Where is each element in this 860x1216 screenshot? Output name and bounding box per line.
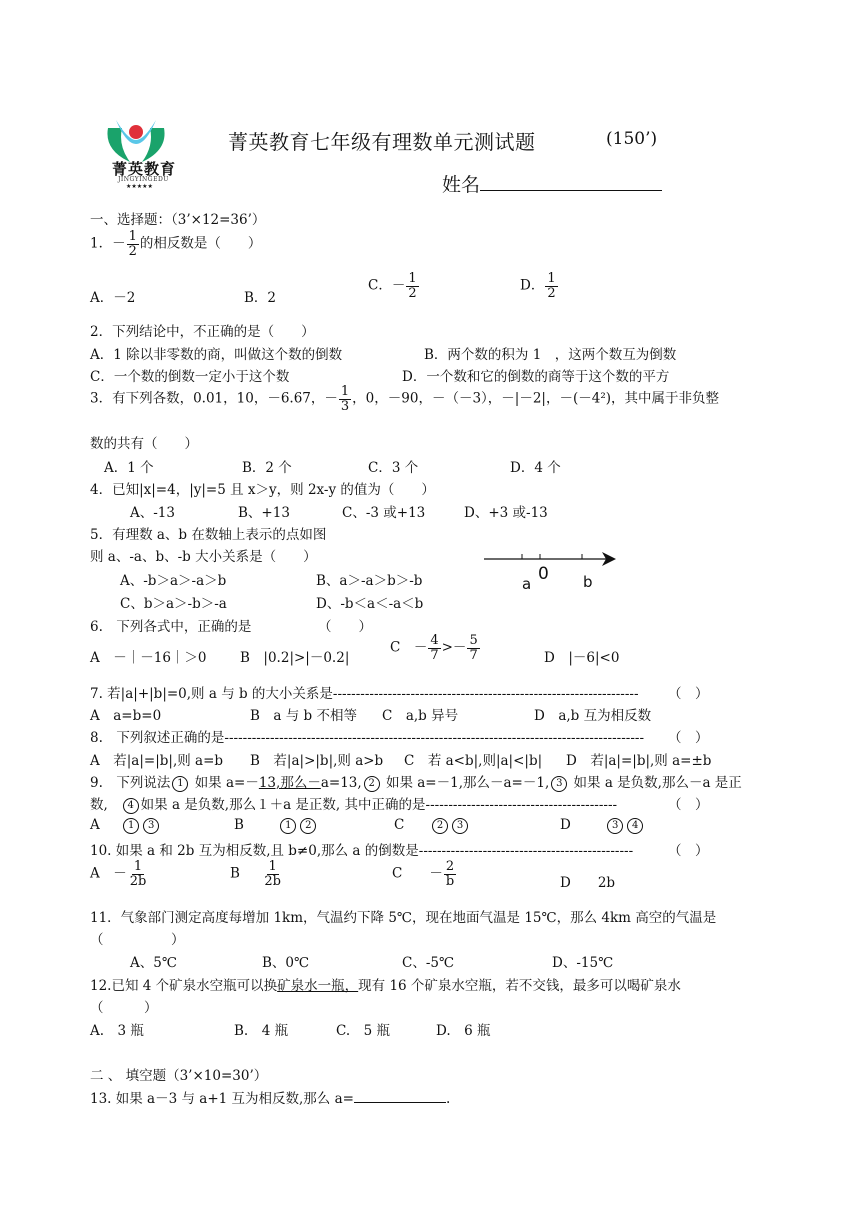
number-line-arrow-icon (482, 548, 622, 568)
q12-stem: 12.已知 4 个矿泉水空瓶可以换矿泉水一瓶，现有 16 个矿泉水空瓶，若不交钱，最多可以喝矿泉水 (90, 978, 681, 994)
q10-option-a[interactable]: A － $\frac{1}{2b}$ (90, 859, 147, 889)
q1-fraction: $\frac{1}{2}$ (128, 229, 137, 259)
q2-option-b[interactable]: B．两个数的积为 1 ，这两个数互为倒数 (424, 347, 677, 363)
number-line-label-0: 0 (538, 564, 549, 584)
q12-option-c[interactable]: C. 5 瓶 (336, 1023, 391, 1039)
q10-stem: 10. 如果 a 和 2b 互为相反数,且 b≠0,那么 a 的倒数是----------------------------------------------- (90, 843, 634, 859)
q6-option-c[interactable]: C － $\frac{4}{7}$ >－ $\frac{5}{7}$ (390, 633, 478, 663)
q5-stem-1: 5．有理数 a、b 在数轴上表示的点如图 (90, 527, 327, 543)
total-score: (150’) (606, 129, 658, 149)
q10-option-b[interactable]: B $\frac{1}{2b}$ (230, 859, 281, 889)
q1-option-c[interactable]: C．－ $\frac{1}{2}$ (368, 271, 417, 301)
name-label-text: 姓名 (442, 174, 481, 196)
q13-answer-blank[interactable] (354, 1088, 446, 1103)
q3-fraction: $\frac{1}{3}$ (340, 384, 350, 414)
q6-stem: 6. 下列各式中，正确的是 (90, 619, 252, 635)
q12-option-b[interactable]: B. 4 瓶 (234, 1023, 289, 1039)
section1-heading: 一、选择题：（3’×12=36’） (90, 212, 266, 228)
logo-subtext: JINGYINGEDU (118, 176, 169, 183)
q11-stem: 11．气象部门测定高度每增加 1km，气温约下降 5℃，现在地面气温是 15℃，那么 4km 高空的气温是 (90, 910, 717, 926)
q1-stem (90, 230, 261, 258)
q12-option-a[interactable]: A. 3 瓶 (90, 1023, 144, 1039)
q2-option-c[interactable]: C．一个数的倒数一定小于这个数 (90, 369, 290, 385)
q9-option-a[interactable]: A 1 3 (90, 817, 161, 834)
section2-heading: 二 、 填空题（3’×10=30’） (90, 1068, 268, 1084)
q7-option-d[interactable]: D a,b 互为相反数 (534, 708, 652, 724)
q1-option-a[interactable]: A．－2 (90, 290, 136, 306)
logo-text: 菁英教育 (112, 160, 177, 178)
q1-option-b[interactable]: B．2 (244, 290, 277, 306)
q11-option-a[interactable]: A、5℃ (130, 955, 177, 971)
q5-stem-2: 则 a、-a、b、-b 大小关系是（ ） (90, 549, 317, 565)
q13-stem: 13. 如果 a－3 与 a+1 互为相反数,那么 a= . (90, 1087, 450, 1107)
q8-option-b[interactable]: B 若|a|>|b|,则 a>b (250, 753, 384, 769)
q10-option-d[interactable]: D 2b (560, 875, 616, 891)
q4-stem: 4．已知|x|=4，|y|=5 且 x＞y，则 2x-y 的值为（ ） (90, 482, 435, 498)
q10-option-c[interactable]: C － $\frac{2}{b}$ (392, 859, 455, 889)
number-line-diagram (482, 548, 622, 592)
q3-option-c[interactable]: C．3 个 (368, 460, 419, 476)
q6-paren: （ ） (318, 619, 372, 635)
q5-option-d[interactable]: D、-b＜a＜-a＜b (316, 596, 424, 612)
q10-paren: （ ） (668, 843, 709, 859)
q9-paren: （ ） (668, 797, 709, 813)
q3-option-b[interactable]: B．2 个 (242, 460, 292, 476)
q5-option-c[interactable]: C、b＞a＞-b＞-a (120, 596, 227, 612)
q7-option-c[interactable]: C a,b 异号 (382, 708, 459, 724)
q2-option-a[interactable]: A．1 除以非零数的商，叫做这个数的倒数 (90, 347, 343, 363)
number-line-label-b: b (583, 573, 593, 591)
page-title: 菁英教育七年级有理数单元测试题 (228, 130, 536, 154)
q12-paren: （ ） (90, 1000, 158, 1016)
q6-option-a[interactable]: A －｜－16｜＞0 (90, 650, 207, 666)
number-line-label-a: a (522, 575, 532, 593)
name-label (442, 170, 662, 197)
q6-option-b[interactable]: B |0.2|>|－0.2| (240, 650, 350, 666)
logo-stars: ★★★★★ (126, 183, 153, 190)
name-field[interactable] (480, 171, 662, 191)
q1-neg: － (112, 235, 126, 252)
q7-option-b[interactable]: B a 与 b 不相等 (250, 708, 357, 724)
q8-option-a[interactable]: A 若|a|=|b|,则 a=b (90, 753, 224, 769)
q5-option-b[interactable]: B、a＞-a＞b＞-b (316, 573, 423, 589)
q9-stem: 9. 下列说法 1 如果 a=－13,那么－a=13, 2 如果 a=－1,那么－a=－1, 3 如果 a 是负数,那么－a 是正 (90, 775, 742, 791)
q2-stem: 2．下列结论中，不正确的是（ ） (90, 324, 315, 340)
q1-option-d[interactable]: D． $\frac{1}{2}$ (520, 271, 556, 301)
q8-paren: （ ） (668, 730, 709, 746)
q5-option-a[interactable]: A、-b＞a＞-a＞b (120, 573, 227, 589)
q8-option-c[interactable]: C 若 a<b|,则|a|<|b| (404, 753, 543, 769)
q11-option-c[interactable]: C、-5℃ (402, 955, 455, 971)
q7-paren: （ ） (668, 686, 709, 702)
q1-number: 1． (90, 235, 113, 252)
q8-option-d[interactable]: D 若|a|=|b|,则 a=±b (566, 753, 712, 769)
q4-option-b[interactable]: B、+13 (238, 505, 290, 521)
q7-stem: 7. 若|a|+|b|=0,则 a 与 b 的大小关系是------------------------------------------------------------------- (90, 686, 639, 702)
q2-option-d[interactable]: D．一个数和它的倒数的商等于这个数的平方 (402, 369, 670, 385)
q4-option-c[interactable]: C、-3 或+13 (342, 505, 426, 521)
q8-stem: 8. 下列叙述正确的是-------------------------------------------------------------------------------------------- (90, 730, 645, 746)
q3-stem: 3．有下列各数，0.01，10，－6.67，－ $\frac{1}{3}$ ，0，－90，－（－3），－|－2|，－(－4²)，其中属于非负整 (90, 384, 719, 414)
q9-option-c[interactable]: C 2 3 (394, 817, 470, 834)
q11-paren: （ ） (90, 932, 185, 948)
q4-option-d[interactable]: D、+3 或-13 (464, 505, 548, 521)
q9-stem-cont: 数, 4 如果 a 是负数,那么１＋a 是正数, 其中正确的是------------------------------------------ (90, 797, 618, 813)
q7-option-a[interactable]: A a=b=0 (90, 708, 162, 724)
logo (100, 110, 177, 192)
q3-option-d[interactable]: D．4 个 (510, 460, 561, 476)
q3-stem-cont: 数的共有（ ） (90, 436, 198, 452)
q12-option-d[interactable]: D. 6 瓶 (436, 1023, 491, 1039)
q9-option-d[interactable]: D 3 4 (560, 817, 645, 834)
q9-option-b[interactable]: B 1 2 (234, 817, 318, 834)
q11-option-b[interactable]: B、0℃ (262, 955, 310, 971)
q11-option-d[interactable]: D、-15℃ (552, 955, 614, 971)
q6-option-d[interactable]: D |－6|<0 (544, 650, 620, 666)
q3-option-a[interactable]: A．1 个 (104, 460, 154, 476)
q1-text: 的相反数是（ ） (139, 235, 262, 252)
q4-option-a[interactable]: A、-13 (130, 505, 175, 521)
